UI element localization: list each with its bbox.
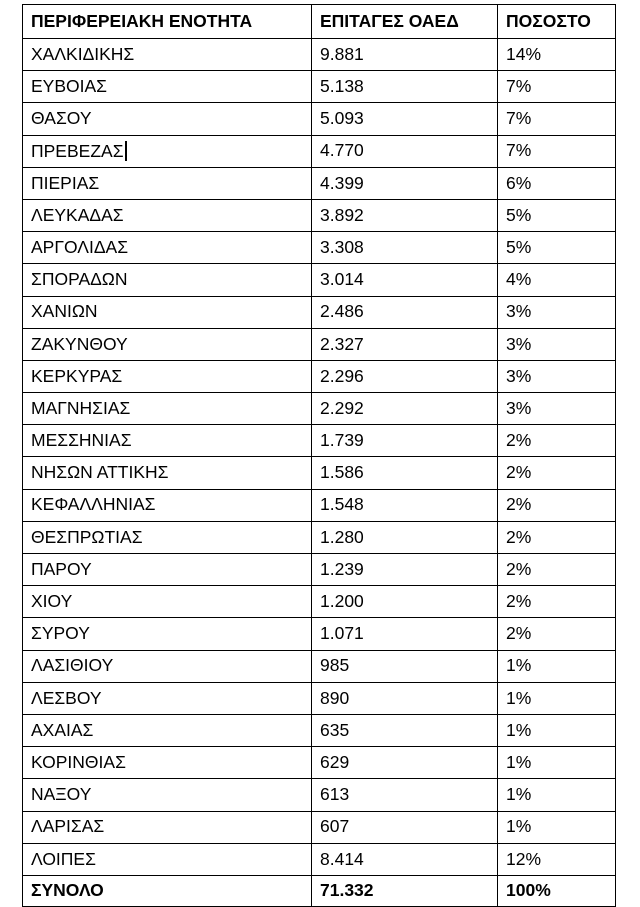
checks-text: 1.548 — [320, 494, 364, 515]
percentage-text: 2% — [506, 623, 532, 644]
region-text: ΚΟΡΙΝΘΙΑΣ — [31, 751, 126, 772]
total-percentage-cell[interactable]: 100% — [498, 875, 616, 906]
table-row — [23, 264, 616, 296]
region-cell[interactable] — [23, 296, 312, 328]
checks-text: 985 — [320, 655, 350, 676]
checks-cell[interactable] — [312, 296, 498, 328]
region-cell[interactable] — [23, 618, 312, 650]
total-row — [23, 875, 616, 906]
region-text: ΧΙΟΥ — [31, 591, 73, 612]
checks-text: 4.399 — [320, 172, 364, 193]
region-cell[interactable] — [23, 586, 312, 618]
region-text: ΑΧΑΙΑΣ — [31, 719, 94, 740]
table-row — [23, 714, 616, 746]
checks-cell[interactable] — [312, 71, 498, 103]
region-text: ΠΑΡΟΥ — [31, 558, 92, 579]
checks-cell[interactable] — [312, 747, 498, 779]
checks-cell[interactable] — [312, 232, 498, 264]
checks-text: 1.586 — [320, 462, 364, 483]
checks-text: 629 — [320, 751, 350, 772]
percentage-text: 1% — [506, 751, 532, 772]
percentage-cell[interactable] — [498, 586, 616, 618]
table-row — [23, 167, 616, 199]
region-cell[interactable] — [23, 714, 312, 746]
table-row — [23, 360, 616, 392]
data-table — [22, 4, 616, 907]
table-row — [23, 393, 616, 425]
checks-cell[interactable] — [312, 39, 498, 71]
region-cell[interactable] — [23, 843, 312, 875]
table-row — [23, 779, 616, 811]
region-text: ΕΥΒΟΙΑΣ — [31, 76, 107, 97]
table-row — [23, 199, 616, 231]
region-cell[interactable] — [23, 779, 312, 811]
checks-text: 3.308 — [320, 236, 364, 257]
region-text: ΛΟΙΠΕΣ — [31, 848, 96, 869]
table-row — [23, 71, 616, 103]
percentage-text: 7% — [506, 108, 532, 129]
percentage-cell[interactable] — [498, 650, 616, 682]
checks-cell[interactable] — [312, 135, 498, 167]
table-row — [23, 328, 616, 360]
checks-cell[interactable] — [312, 425, 498, 457]
table-row — [23, 457, 616, 489]
percentage-text: 1% — [506, 687, 532, 708]
percentage-cell[interactable] — [498, 521, 616, 553]
percentage-text: 3% — [506, 333, 532, 354]
region-text: ΚΕΦΑΛΛΗΝΙΑΣ — [31, 494, 156, 515]
column-header-region: ΠΕΡΙΦΕΡΕΙΑΚΗ ΕΝΟΤΗΤΑ — [23, 5, 312, 39]
percentage-text: 4% — [506, 269, 532, 290]
percentage-cell[interactable] — [498, 103, 616, 135]
region-text: ΘΕΣΠΡΩΤΙΑΣ — [31, 526, 143, 547]
checks-text: 9.881 — [320, 43, 364, 64]
checks-text: 890 — [320, 687, 350, 708]
checks-text: 8.414 — [320, 848, 364, 869]
percentage-cell[interactable] — [498, 360, 616, 392]
checks-cell[interactable] — [312, 586, 498, 618]
checks-text: 1.280 — [320, 526, 364, 547]
checks-cell[interactable] — [312, 682, 498, 714]
percentage-cell[interactable] — [498, 71, 616, 103]
region-cell[interactable] — [23, 650, 312, 682]
region-text: ΛΕΥΚΑΔΑΣ — [31, 204, 124, 225]
table-row — [23, 682, 616, 714]
percentage-text: 1% — [506, 719, 532, 740]
table-row — [23, 618, 616, 650]
checks-text: 635 — [320, 719, 350, 740]
region-text: ΚΕΡΚΥΡΑΣ — [31, 365, 123, 386]
percentage-text: 1% — [506, 816, 532, 837]
checks-text: 2.296 — [320, 365, 364, 386]
checks-cell[interactable] — [312, 554, 498, 586]
checks-cell[interactable] — [312, 618, 498, 650]
percentage-text: 2% — [506, 494, 532, 515]
checks-text: 607 — [320, 816, 350, 837]
percentage-cell[interactable] — [498, 747, 616, 779]
percentage-cell[interactable] — [498, 328, 616, 360]
percentage-cell[interactable] — [498, 779, 616, 811]
table-header-row — [23, 5, 616, 39]
total-label-cell[interactable]: ΣΥΝΟΛΟ — [23, 875, 312, 906]
region-text: ΘΑΣΟΥ — [31, 108, 92, 129]
percentage-text: 3% — [506, 301, 532, 322]
table-row — [23, 103, 616, 135]
checks-cell[interactable] — [312, 521, 498, 553]
checks-cell[interactable] — [312, 457, 498, 489]
checks-cell[interactable] — [312, 843, 498, 875]
percentage-text: 3% — [506, 397, 532, 418]
checks-cell[interactable] — [312, 264, 498, 296]
percentage-cell[interactable] — [498, 618, 616, 650]
region-text: ΑΡΓΟΛΙΔΑΣ — [31, 236, 129, 257]
region-cell[interactable] — [23, 39, 312, 71]
checks-cell[interactable] — [312, 360, 498, 392]
checks-text: 3.014 — [320, 269, 364, 290]
percentage-text: 12% — [506, 848, 542, 869]
table-row — [23, 489, 616, 521]
percentage-text: 2% — [506, 430, 532, 451]
table-row — [23, 811, 616, 843]
checks-text: 1.239 — [320, 558, 364, 579]
region-cell[interactable] — [23, 232, 312, 264]
table-row — [23, 425, 616, 457]
region-text: ΠΡΕΒΕΖΑΣ — [31, 141, 124, 162]
checks-text: 5.093 — [320, 108, 364, 129]
region-cell[interactable] — [23, 521, 312, 553]
region-text: ΣΠΟΡΑΔΩΝ — [31, 269, 128, 290]
percentage-cell[interactable] — [498, 682, 616, 714]
region-text: ΛΑΡΙΣΑΣ — [31, 816, 105, 837]
checks-text: 4.770 — [320, 140, 364, 161]
table-row — [23, 135, 616, 167]
percentage-text: 2% — [506, 526, 532, 547]
checks-cell[interactable] — [312, 650, 498, 682]
region-cell[interactable] — [23, 489, 312, 521]
percentage-text: 2% — [506, 558, 532, 579]
percentage-text: 2% — [506, 591, 532, 612]
region-text: ΛΕΣΒΟΥ — [31, 687, 102, 708]
region-cell[interactable] — [23, 199, 312, 231]
region-text: ΖΑΚΥΝΘΟΥ — [31, 333, 128, 354]
region-cell[interactable] — [23, 811, 312, 843]
region-text: ΠΙΕΡΙΑΣ — [31, 172, 100, 193]
table-row — [23, 39, 616, 71]
percentage-cell[interactable] — [498, 489, 616, 521]
text-cursor — [125, 141, 127, 161]
percentage-text: 6% — [506, 172, 532, 193]
checks-text: 2.292 — [320, 397, 364, 418]
checks-text: 1.071 — [320, 623, 364, 644]
percentage-text: 7% — [506, 140, 532, 161]
table-row — [23, 843, 616, 875]
region-text: ΛΑΣΙΘΙΟΥ — [31, 655, 114, 676]
percentage-text: 2% — [506, 462, 532, 483]
region-cell[interactable] — [23, 682, 312, 714]
region-cell[interactable] — [23, 747, 312, 779]
region-cell[interactable] — [23, 264, 312, 296]
checks-cell[interactable] — [312, 714, 498, 746]
checks-text: 3.892 — [320, 204, 364, 225]
percentage-text: 5% — [506, 204, 532, 225]
percentage-cell[interactable] — [498, 167, 616, 199]
percentage-cell[interactable] — [498, 554, 616, 586]
region-text: ΜΕΣΣΗΝΙΑΣ — [31, 430, 132, 451]
checks-cell[interactable] — [312, 199, 498, 231]
document-page — [22, 4, 615, 907]
region-cell[interactable] — [23, 71, 312, 103]
region-cell[interactable] — [23, 393, 312, 425]
region-cell[interactable] — [23, 167, 312, 199]
checks-cell[interactable] — [312, 167, 498, 199]
percentage-cell[interactable] — [498, 457, 616, 489]
percentage-cell[interactable] — [498, 39, 616, 71]
table-row — [23, 650, 616, 682]
checks-cell[interactable] — [312, 779, 498, 811]
region-cell[interactable] — [23, 103, 312, 135]
region-text: ΝΗΣΩΝ ΑΤΤΙΚΗΣ — [31, 462, 169, 483]
percentage-cell[interactable] — [498, 393, 616, 425]
checks-cell[interactable] — [312, 811, 498, 843]
percentage-cell[interactable] — [498, 811, 616, 843]
checks-text: 613 — [320, 784, 350, 805]
percentage-cell[interactable] — [498, 425, 616, 457]
percentage-text: 14% — [506, 43, 542, 64]
percentage-cell[interactable] — [498, 135, 616, 167]
table-row — [23, 521, 616, 553]
checks-cell[interactable] — [312, 393, 498, 425]
region-text: ΣΥΡΟΥ — [31, 623, 90, 644]
percentage-cell[interactable] — [498, 843, 616, 875]
percentage-text: 1% — [506, 655, 532, 676]
percentage-cell[interactable] — [498, 199, 616, 231]
table-row — [23, 747, 616, 779]
region-cell[interactable] — [23, 425, 312, 457]
checks-cell[interactable] — [312, 103, 498, 135]
table-row — [23, 232, 616, 264]
checks-cell[interactable] — [312, 489, 498, 521]
percentage-text: 7% — [506, 76, 532, 97]
total-checks-cell[interactable]: 71.332 — [312, 875, 498, 906]
column-header-percentage: ΠΟΣΟΣΤΟ — [498, 5, 616, 39]
percentage-cell[interactable] — [498, 714, 616, 746]
region-text: ΧΑΝΙΩΝ — [31, 301, 98, 322]
region-text: ΧΑΛΚΙΔΙΚΗΣ — [31, 43, 135, 64]
column-header-checks: ΕΠΙΤΑΓΕΣ ΟΑΕΔ — [312, 5, 498, 39]
region-text: ΜΑΓΝΗΣΙΑΣ — [31, 397, 131, 418]
region-cell[interactable] — [23, 135, 312, 167]
checks-text: 1.739 — [320, 430, 364, 451]
region-cell[interactable] — [23, 554, 312, 586]
table-row — [23, 296, 616, 328]
percentage-cell[interactable] — [498, 296, 616, 328]
region-cell[interactable] — [23, 328, 312, 360]
checks-text: 5.138 — [320, 76, 364, 97]
percentage-text: 1% — [506, 784, 532, 805]
region-text: ΝΑΞΟΥ — [31, 784, 92, 805]
percentage-text: 5% — [506, 236, 532, 257]
table-row — [23, 586, 616, 618]
checks-text: 1.200 — [320, 591, 364, 612]
percentage-cell[interactable] — [498, 232, 616, 264]
percentage-text: 3% — [506, 365, 532, 386]
region-cell[interactable] — [23, 360, 312, 392]
checks-text: 2.486 — [320, 301, 364, 322]
checks-cell[interactable] — [312, 328, 498, 360]
checks-text: 2.327 — [320, 333, 364, 354]
table-row — [23, 554, 616, 586]
region-cell[interactable] — [23, 457, 312, 489]
percentage-cell[interactable] — [498, 264, 616, 296]
